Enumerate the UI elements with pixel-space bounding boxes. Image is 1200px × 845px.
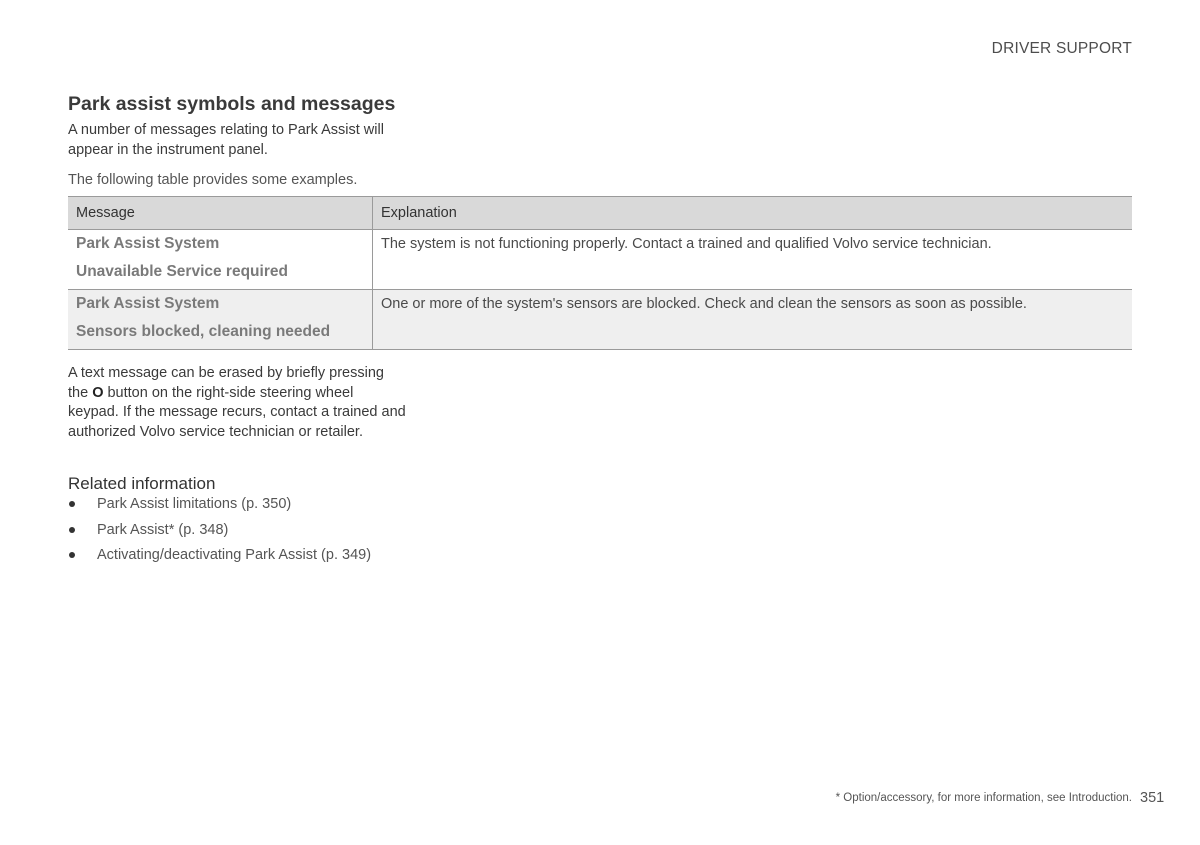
table-caption: The following table provides some examples. <box>68 172 358 188</box>
body-paragraph <box>68 364 408 442</box>
explanation-text: The system is not functioning properly. Contact a trained and qualified Volvo service technician. <box>381 236 992 252</box>
explanation-text: One or more of the system's sensors are blocked. Check and clean the sensors as soon as possible. <box>381 296 1027 312</box>
message-line: Park Assist System <box>76 235 220 252</box>
related-link-text[interactable]: Park Assist* (p. 348) <box>97 521 229 538</box>
bullet-icon <box>69 527 75 533</box>
section-header: DRIVER SUPPORT <box>991 40 1132 57</box>
message-cell <box>68 230 373 290</box>
intro-text: A number of messages relating to Park Assist will appear in the instrument panel. <box>68 122 384 158</box>
related-information-heading: Related information <box>68 474 216 493</box>
related-information-list <box>68 494 371 571</box>
related-link[interactable] <box>68 520 371 546</box>
bullet-icon <box>69 552 75 558</box>
related-link-text[interactable]: Activating/deactivating Park Assist (p. 349) <box>97 547 372 563</box>
bullet-icon <box>69 501 75 507</box>
related-link[interactable] <box>68 545 371 571</box>
message-cell <box>68 290 373 350</box>
page-title: Park assist symbols and messages <box>68 93 396 115</box>
footnote: * Option/accessory, for more information, see Introduction. <box>835 792 1132 804</box>
related-link-text[interactable]: Park Assist limitations (p. 350) <box>97 496 292 512</box>
table-row <box>68 290 1132 350</box>
column-header-explanation: Explanation <box>373 197 1133 230</box>
messages-table <box>68 196 1132 350</box>
body-text-after: button on the right-side steering wheel keypad. If the message recurs, contact a trained and authorized Volvo service technician or retailer. <box>68 384 406 440</box>
message-line: Park Assist System <box>76 295 220 312</box>
explanation-cell <box>373 290 1133 350</box>
table-row <box>68 230 1132 290</box>
table-header-row <box>68 197 1132 230</box>
message-line: Sensors blocked, cleaning needed <box>76 323 331 340</box>
page-number: 351 <box>1140 790 1165 806</box>
message-line: Unavailable Service required <box>76 263 288 280</box>
button-o-label: O <box>92 384 104 401</box>
related-link[interactable] <box>68 494 371 520</box>
body-text-before: A text message can be erased by briefly pressing the <box>68 365 384 401</box>
column-header-message: Message <box>68 197 373 230</box>
explanation-cell <box>373 230 1133 290</box>
